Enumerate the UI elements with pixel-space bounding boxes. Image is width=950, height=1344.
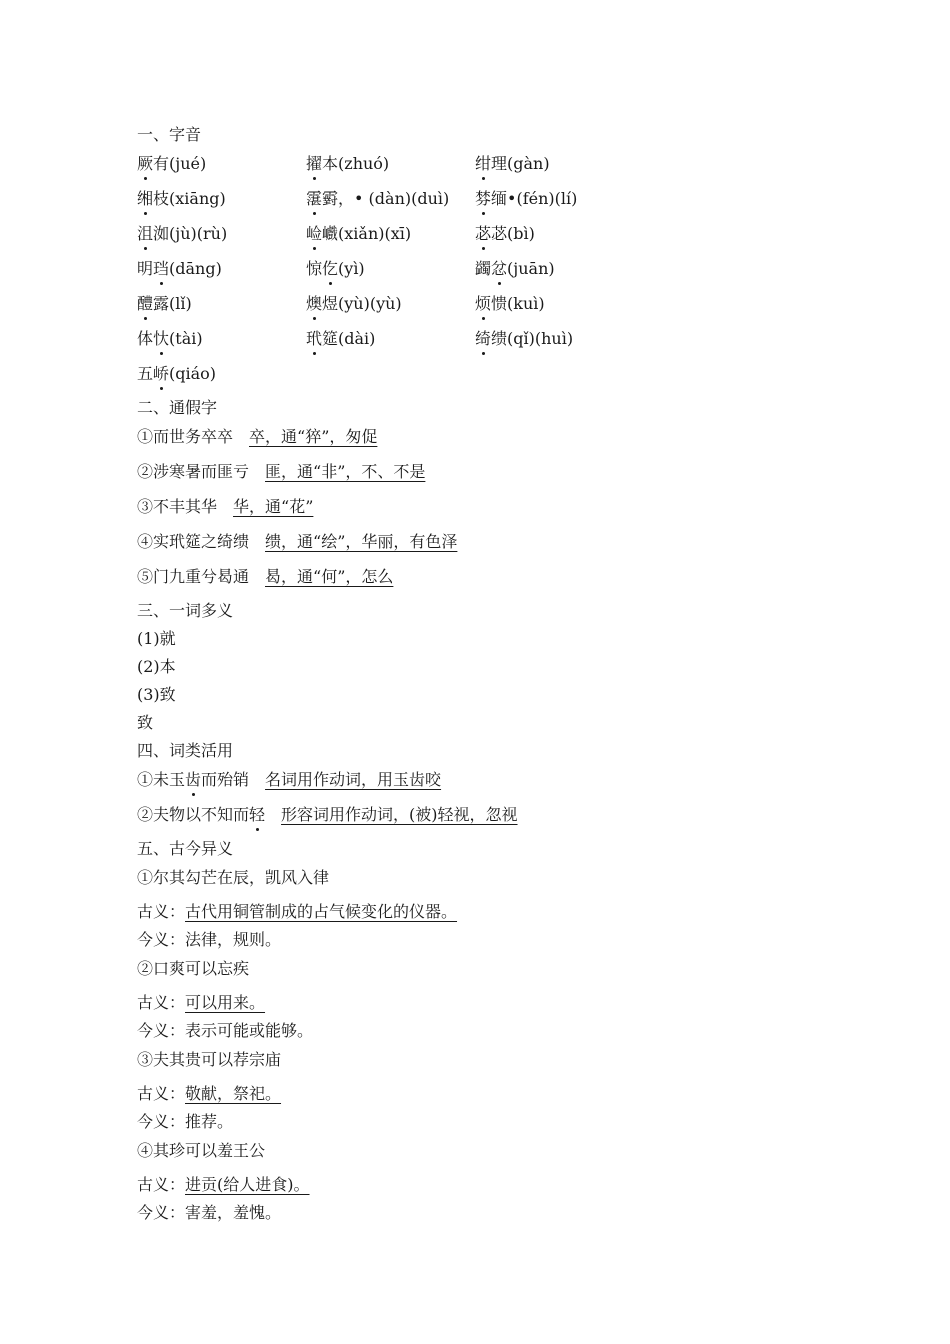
phonetic-item [137, 149, 206, 179]
phonetic-item [137, 254, 222, 284]
phonetic-item [475, 219, 535, 249]
phonetic-item [137, 289, 192, 319]
phonetic-post: (yì) [338, 259, 365, 278]
tongjia-list [137, 422, 857, 597]
guji-old-answer: 敬献，祭祀。 [185, 1084, 282, 1103]
phonetic-item [306, 219, 411, 249]
section-heading: 二、通假字 [137, 398, 218, 417]
guji-question: ③夫其贵可以荐宗庙 [137, 1050, 282, 1069]
phonetic-post: 䨴，• (dàn)(duì) [322, 189, 450, 208]
emphasis-char: 珰 [153, 254, 169, 284]
guji-question: ④其珍可以羞王公 [137, 1141, 266, 1160]
phonetic-post: 愦(kuì) [491, 294, 545, 313]
guji-old-answer: 进贡(给人进食)。 [185, 1175, 310, 1194]
phonetic-post: 苾(bì) [491, 224, 535, 243]
tongjia-answer: 匪，通“非”，不、不是 [265, 462, 426, 481]
guji-old [137, 989, 857, 1017]
emphasis-char: 擢 [306, 149, 322, 179]
phonetic-pre: 惊 [306, 259, 323, 278]
phonetic-post: 洳(jù)(rù) [153, 224, 228, 243]
tongjia-answer: 华，通“花” [233, 497, 314, 516]
phonetic-post: (juān) [507, 259, 555, 278]
emphasis-char: 烦 [475, 289, 491, 319]
phonetic-post: 有(jué) [153, 154, 207, 173]
phonetic-post: 枝(xiāng) [153, 189, 226, 208]
guji-now: 今义：推荐。 [137, 1112, 234, 1131]
guji-now: 今义：表示可能或能够。 [137, 1021, 314, 1040]
emphasis-char: 忕 [153, 324, 169, 354]
duoyi-item: 致 [137, 713, 154, 732]
phonetic-item [306, 324, 375, 354]
emphasis-char: 缃 [137, 184, 153, 214]
tongjia-answer: 卒，通“猝”，匆促 [249, 427, 378, 446]
guji-old-answer: 可以用来。 [185, 993, 266, 1012]
guji-old [137, 898, 857, 926]
emphasis-char: 棼 [475, 184, 491, 214]
phonetic-row [137, 289, 857, 324]
phonetic-row [137, 324, 857, 359]
guji-list [137, 863, 857, 1227]
guji-old-answer: 古代用铜管制成的占气候变化的仪器。 [185, 902, 458, 921]
tongjia-answer: 曷，通“何”，怎么 [265, 567, 394, 586]
emphasis-char: 苾 [475, 219, 491, 249]
phonetic-item [475, 254, 555, 284]
emphasis-char: 绮 [475, 324, 491, 354]
emphasis-char: 玳 [306, 324, 322, 354]
phonetic-pre: 明 [137, 259, 154, 278]
phonetic-post: 露(lǐ) [153, 294, 192, 313]
phonetic-item [306, 149, 389, 179]
emphasis-char: 忿 [491, 254, 507, 284]
phonetic-item [475, 149, 550, 179]
tongjia-item [137, 562, 857, 597]
guji-old-label: 古义： [137, 1175, 186, 1194]
phonetic-row [137, 149, 857, 184]
duoyi-list [137, 625, 857, 737]
emphasis-char: 燠 [306, 289, 322, 319]
guji-question: ①尔其勾芒在辰，凯风入律 [137, 868, 330, 887]
huoyong-pre: ②夫物以不知而 [137, 805, 250, 824]
emphasis-char: 崄 [306, 219, 322, 249]
phonetic-item [137, 184, 226, 214]
emphasis-char: 仡 [322, 254, 338, 284]
phonetic-post: (tài) [169, 329, 203, 348]
huoyong-post: 而殆销 [201, 770, 250, 789]
phonetic-item [137, 219, 227, 249]
duoyi-item: (2)本 [137, 657, 176, 676]
phonetic-row [137, 184, 857, 219]
tongjia-question: ①而世务卒卒 [137, 427, 234, 446]
guji-old-label: 古义： [137, 902, 186, 921]
phonetic-pre: 蠲 [475, 259, 492, 278]
guji-old [137, 1080, 857, 1108]
phonetic-item [306, 254, 365, 284]
phonetics-grid [137, 149, 857, 359]
tongjia-question: ⑤门九重兮曷通 [137, 567, 250, 586]
emphasis-char: 醴 [137, 289, 153, 319]
guji-old-label: 古义： [137, 993, 186, 1012]
guji-old [137, 1171, 857, 1199]
phonetic-post: 理(gàn) [491, 154, 550, 173]
emphasis-char: 厥 [137, 149, 153, 179]
tongjia-question: ②涉寒暑而匪亏 [137, 462, 250, 481]
phonetic-row [137, 219, 857, 254]
huoyong-answer: 名词用作动词，用玉齿咬 [265, 770, 442, 789]
phonetic-item [306, 289, 402, 319]
tongjia-question: ④实玳筵之绮缋 [137, 532, 250, 551]
phonetic-item [306, 184, 449, 214]
emphasis-char: 齿 [185, 765, 201, 795]
section-heading: 五、古今异义 [137, 839, 234, 858]
phonetic-item [475, 289, 545, 319]
huoyong-list [137, 765, 857, 835]
phonetic-post: (dāng) [169, 259, 222, 278]
huoyong-item [137, 800, 857, 835]
section-heading: 一、字音 [137, 125, 202, 144]
phonetic-post: 缋(qǐ)(huì) [491, 329, 574, 348]
huoyong-item [137, 765, 857, 800]
emphasis-char: 霮 [306, 184, 322, 214]
phonetic-post: 筵(dài) [322, 329, 376, 348]
phonetic-item [475, 324, 573, 354]
tongjia-answer: 缋，通“绘”，华丽，有色泽 [265, 532, 458, 551]
emphasis-char: 沮 [137, 219, 153, 249]
guji-now: 今义：害羞，羞愧。 [137, 1203, 282, 1222]
guji-old-label: 古义： [137, 1084, 186, 1103]
section-heading: 四、词类活用 [137, 741, 234, 760]
phonetic-post: 煜(yù)(yù) [322, 294, 402, 313]
tongjia-item [137, 457, 857, 492]
emphasis-char: 峤 [153, 359, 169, 389]
emphasis-char: 绀 [475, 149, 491, 179]
tongjia-item [137, 422, 857, 457]
phonetic-item [137, 324, 203, 354]
section-heading: 三、一词多义 [137, 601, 234, 620]
tongjia-question: ③不丰其华 [137, 497, 218, 516]
phonetic-post: 本(zhuó) [322, 154, 390, 173]
phonetic-item: 五峤(qiáo) [137, 359, 857, 394]
tongjia-item [137, 492, 857, 527]
phonetic-row [137, 254, 857, 289]
phonetic-item [475, 184, 577, 214]
emphasis-char: 轻 [249, 800, 265, 830]
duoyi-item: (3)致 [137, 685, 176, 704]
document-body [137, 121, 857, 1227]
tongjia-item [137, 527, 857, 562]
guji-now: 今义：法律，规则。 [137, 930, 282, 949]
phonetic-post: 缅•(fén)(lí) [491, 189, 578, 208]
duoyi-item: (1)就 [137, 629, 176, 648]
phonetic-post: 巇(xiǎn)(xī) [322, 224, 412, 243]
phonetic-pre: 体 [137, 329, 154, 348]
guji-question: ②口爽可以忘疾 [137, 959, 250, 978]
huoyong-answer: 形容词用作动词，(被)轻视，忽视 [281, 805, 518, 824]
huoyong-pre: ①未玉 [137, 770, 186, 789]
